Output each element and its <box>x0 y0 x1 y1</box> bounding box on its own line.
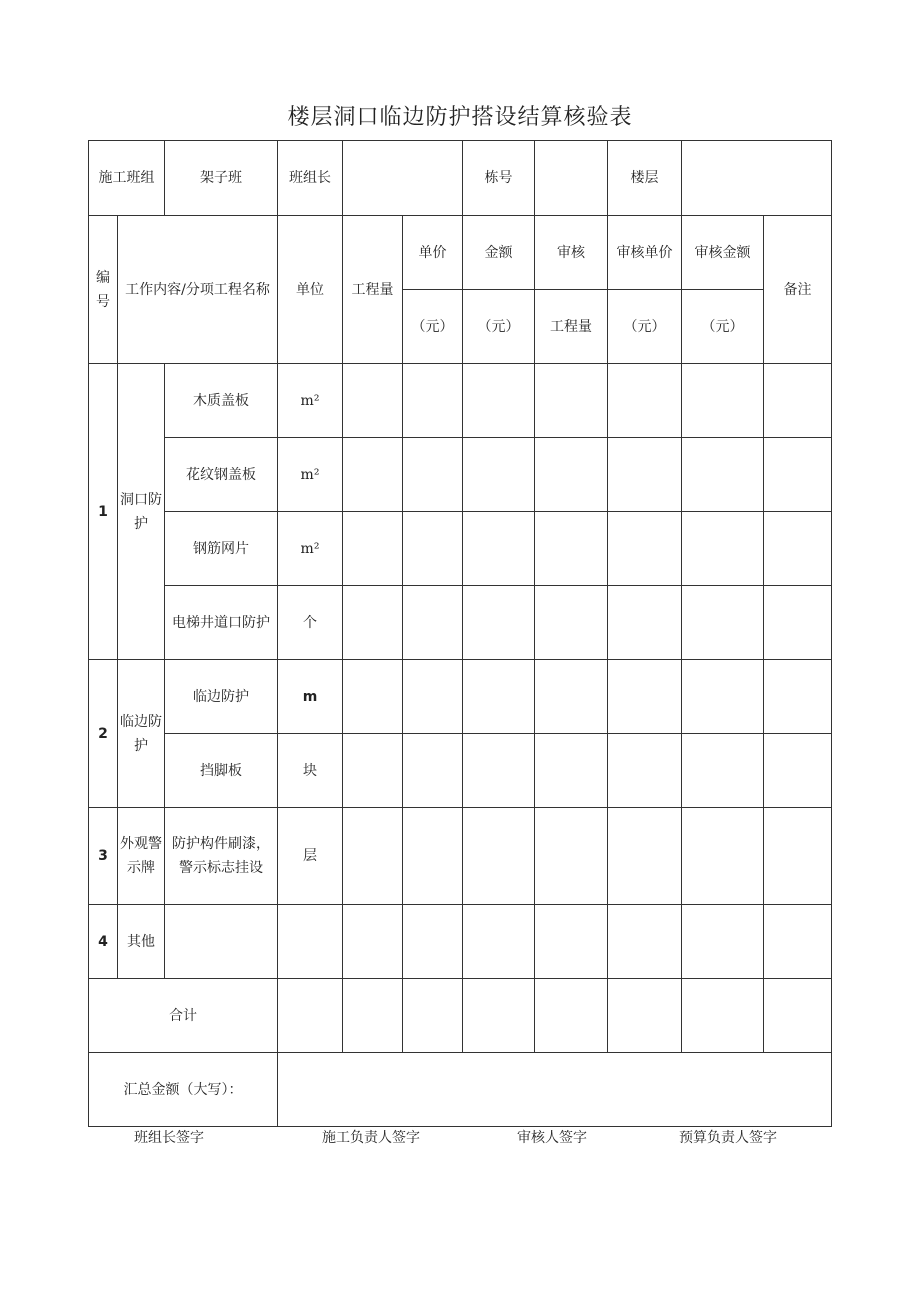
summary-value[interactable] <box>278 1053 832 1127</box>
building-value[interactable] <box>535 141 608 216</box>
group-category: 临边防护 <box>118 660 165 808</box>
signature-construction-lead: 施工负责人签字 <box>322 1130 420 1146</box>
col-unit-price-header: 单价 <box>403 216 463 290</box>
item-name: 花纹钢盖板 <box>165 438 278 512</box>
floor-label: 楼层 <box>608 141 682 216</box>
col-audit-price-sub: （元） <box>608 290 682 364</box>
item-name: 电梯井道口防护 <box>165 586 278 660</box>
col-audit-header: 审核 <box>535 216 608 290</box>
page-title: 楼层洞口临边防护搭设结算核验表 <box>287 105 633 130</box>
header-info-row <box>89 141 832 216</box>
col-remark-header: 备注 <box>764 216 832 364</box>
team-value[interactable]: 架子班 <box>165 141 278 216</box>
col-no-header: 编号 <box>89 216 118 364</box>
table-row <box>89 364 832 438</box>
col-amount-sub: （元） <box>463 290 535 364</box>
table-row <box>89 808 832 905</box>
table-row <box>89 660 832 734</box>
col-audit-sub: 工程量 <box>535 290 608 364</box>
col-quantity-header: 工程量 <box>343 216 403 364</box>
item-name: 临边防护 <box>165 660 278 734</box>
col-audit-amount-header: 审核金额 <box>682 216 764 290</box>
group-number: 1 <box>89 364 118 660</box>
settlement-table <box>88 140 832 1127</box>
item-name: 钢筋网片 <box>165 512 278 586</box>
signature-team-leader: 班组长签字 <box>134 1130 204 1146</box>
item-unit: m² <box>278 364 343 438</box>
item-unit: 层 <box>278 808 343 905</box>
table-row <box>89 734 832 808</box>
item-unit: m <box>278 660 343 734</box>
leader-value[interactable] <box>343 141 463 216</box>
table-row <box>89 438 832 512</box>
signature-budget-lead: 预算负责人签字 <box>679 1130 777 1146</box>
floor-value[interactable] <box>682 141 832 216</box>
signature-reviewer: 审核人签字 <box>517 1130 587 1146</box>
team-label: 施工班组 <box>89 141 165 216</box>
item-name: 木质盖板 <box>165 364 278 438</box>
group-number: 3 <box>89 808 118 905</box>
table-row <box>89 905 832 979</box>
column-header-row-1 <box>89 216 832 290</box>
item-name: 防护构件刷漆，警示标志挂设 <box>165 808 278 905</box>
group-category: 洞口防护 <box>118 364 165 660</box>
item-unit: 块 <box>278 734 343 808</box>
table-row <box>89 586 832 660</box>
summary-row <box>89 1053 832 1127</box>
item-name: 挡脚板 <box>165 734 278 808</box>
summary-label: 汇总金额（大写）： <box>89 1053 278 1127</box>
item-unit: m² <box>278 438 343 512</box>
leader-label: 班组长 <box>278 141 343 216</box>
col-unit-header: 单位 <box>278 216 343 364</box>
group-category: 外观警示牌 <box>118 808 165 905</box>
group-number: 2 <box>89 660 118 808</box>
table-row <box>89 512 832 586</box>
total-row <box>89 979 832 1053</box>
col-amount-header: 金额 <box>463 216 535 290</box>
group-number: 4 <box>89 905 118 979</box>
building-label: 栋号 <box>463 141 535 216</box>
col-audit-amount-sub: （元） <box>682 290 764 364</box>
col-audit-price-header: 审核单价 <box>608 216 682 290</box>
item-unit: 个 <box>278 586 343 660</box>
group-category: 其他 <box>118 905 165 979</box>
item-unit: m² <box>278 512 343 586</box>
col-unit-price-sub: （元） <box>403 290 463 364</box>
total-label: 合计 <box>89 979 278 1053</box>
col-content-header: 工作内容/分项工程名称 <box>118 216 278 364</box>
